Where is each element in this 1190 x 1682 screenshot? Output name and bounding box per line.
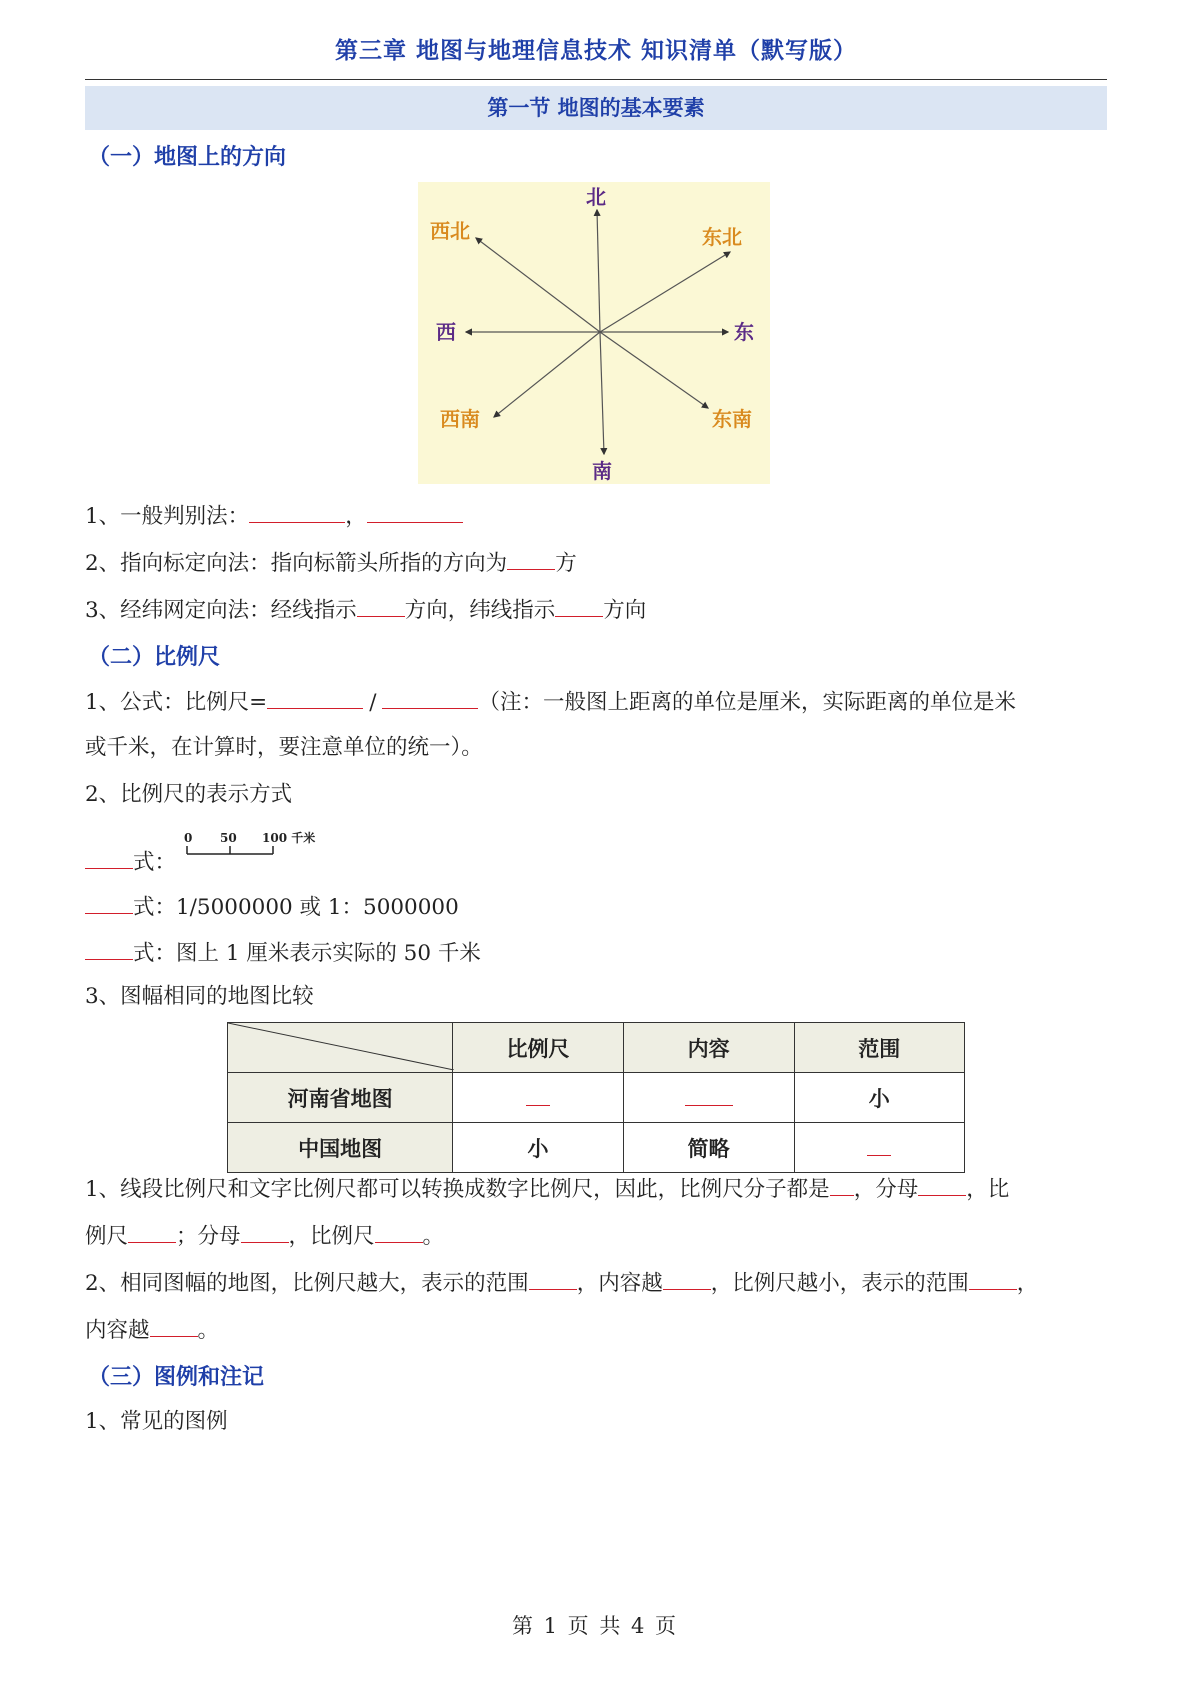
page-title: 第三章 地图与地理信息技术 知识清单（默写版） bbox=[334, 38, 857, 64]
arrow-northwest bbox=[476, 238, 600, 332]
col-range: 范围 bbox=[794, 1023, 964, 1073]
blank[interactable] bbox=[555, 594, 603, 617]
table-row bbox=[228, 1123, 965, 1173]
scale-label-50: 50 bbox=[220, 831, 237, 845]
row-henan: 河南省地图 bbox=[228, 1073, 453, 1123]
arrow-northeast bbox=[600, 252, 730, 332]
blank[interactable] bbox=[85, 846, 133, 869]
label-southwest: 西南 bbox=[440, 407, 480, 431]
col-content: 内容 bbox=[623, 1023, 794, 1073]
section-title: 第一节 地图的基本要素 bbox=[85, 86, 1107, 130]
blank[interactable] bbox=[969, 1267, 1017, 1290]
blank[interactable] bbox=[375, 1220, 423, 1243]
cell-blank[interactable] bbox=[794, 1123, 964, 1173]
blank[interactable] bbox=[150, 1314, 198, 1337]
cell-scale-china: 小 bbox=[453, 1123, 623, 1173]
title-divider bbox=[85, 79, 1107, 80]
compass-diagram bbox=[418, 182, 770, 484]
blank[interactable] bbox=[249, 500, 345, 523]
blank[interactable] bbox=[918, 1173, 966, 1196]
heading-direction: （一）地图上的方向 bbox=[88, 145, 287, 170]
form-line-scale: 式： bbox=[85, 846, 1107, 878]
arrow-southeast bbox=[600, 332, 708, 408]
scale-formula-note: 或千米，在计算时，要注意单位的统一）。 bbox=[85, 735, 483, 760]
form-text-scale: 式：图上 1 厘米表示实际的 50 千米 bbox=[85, 937, 1107, 969]
form-numeric-scale: 式：1/5000000 或 1：5000000 bbox=[85, 891, 1107, 923]
scale-label-100: 100 千米 bbox=[262, 831, 316, 845]
blank[interactable] bbox=[85, 937, 133, 960]
blank[interactable] bbox=[382, 686, 478, 709]
label-west: 西 bbox=[436, 320, 456, 344]
col-scale: 比例尺 bbox=[453, 1023, 623, 1073]
blank[interactable] bbox=[663, 1267, 711, 1290]
blank[interactable] bbox=[357, 594, 405, 617]
compass-svg bbox=[418, 182, 770, 484]
table-row bbox=[228, 1073, 965, 1123]
cell-content-china: 简略 bbox=[623, 1123, 794, 1173]
direction-item-3: 3、经纬网定向法：经线指示 方向，纬线指示 方向 bbox=[85, 594, 1107, 626]
label-north: 北 bbox=[586, 185, 606, 209]
blank[interactable] bbox=[241, 1220, 289, 1243]
label-northeast: 东北 bbox=[702, 225, 742, 249]
blank[interactable] bbox=[267, 686, 363, 709]
arrow-south bbox=[600, 332, 604, 454]
heading-scale: （二）比例尺 bbox=[88, 645, 221, 670]
arrow-north bbox=[597, 210, 600, 332]
cell-blank[interactable] bbox=[623, 1073, 794, 1123]
compare-title: 3、图幅相同的地图比较 bbox=[85, 984, 314, 1009]
blank[interactable] bbox=[367, 500, 463, 523]
cell-range-henan: 小 bbox=[794, 1073, 964, 1123]
arrow-southwest bbox=[494, 332, 600, 417]
legend-item-1: 1、常见的图例 bbox=[85, 1409, 228, 1434]
scale-forms-title: 2、比例尺的表示方式 bbox=[85, 782, 293, 807]
conclusion-1-cont: 例尺 ；分母 ，比例尺 。 bbox=[85, 1220, 1107, 1252]
scale-label-0: 0 bbox=[184, 831, 193, 845]
page-footer: 第 1 页 共 4 页 bbox=[511, 1614, 679, 1638]
scale-formula: 1、公式：比例尺= / （注：一般图上距离的单位是厘米，实际距离的单位是米 bbox=[85, 686, 1107, 718]
table-corner bbox=[228, 1023, 453, 1073]
conclusion-2: 2、相同图幅的地图，比例尺越大，表示的范围 ，内容越 ，比例尺越小，表示的范围 ， bbox=[85, 1267, 1107, 1299]
direction-item-2: 2、指向标定向法：指向标箭头所指的方向为 方 bbox=[85, 547, 1107, 579]
blank[interactable] bbox=[85, 891, 133, 914]
blank[interactable] bbox=[128, 1220, 176, 1243]
blank[interactable] bbox=[830, 1173, 854, 1196]
comparison-table bbox=[227, 1022, 965, 1173]
label-east: 东 bbox=[734, 320, 754, 344]
label-south: 南 bbox=[592, 459, 612, 483]
direction-item-1: 1、一般判别法： ， bbox=[85, 500, 1107, 532]
blank[interactable] bbox=[529, 1267, 577, 1290]
blank[interactable] bbox=[507, 547, 555, 570]
heading-legend: （三）图例和注记 bbox=[88, 1365, 265, 1390]
cell-blank[interactable] bbox=[453, 1073, 623, 1123]
conclusion-1: 1、线段比例尺和文字比例尺都可以转换成数字比例尺，因此，比例尺分子都是 ，分母 ，比 bbox=[85, 1173, 1107, 1205]
label-southeast: 东南 bbox=[712, 407, 752, 431]
table-header-row bbox=[228, 1023, 965, 1073]
label-northwest: 西北 bbox=[430, 219, 470, 243]
row-china: 中国地图 bbox=[228, 1123, 453, 1173]
conclusion-2-cont: 内容越 。 bbox=[85, 1314, 1107, 1346]
